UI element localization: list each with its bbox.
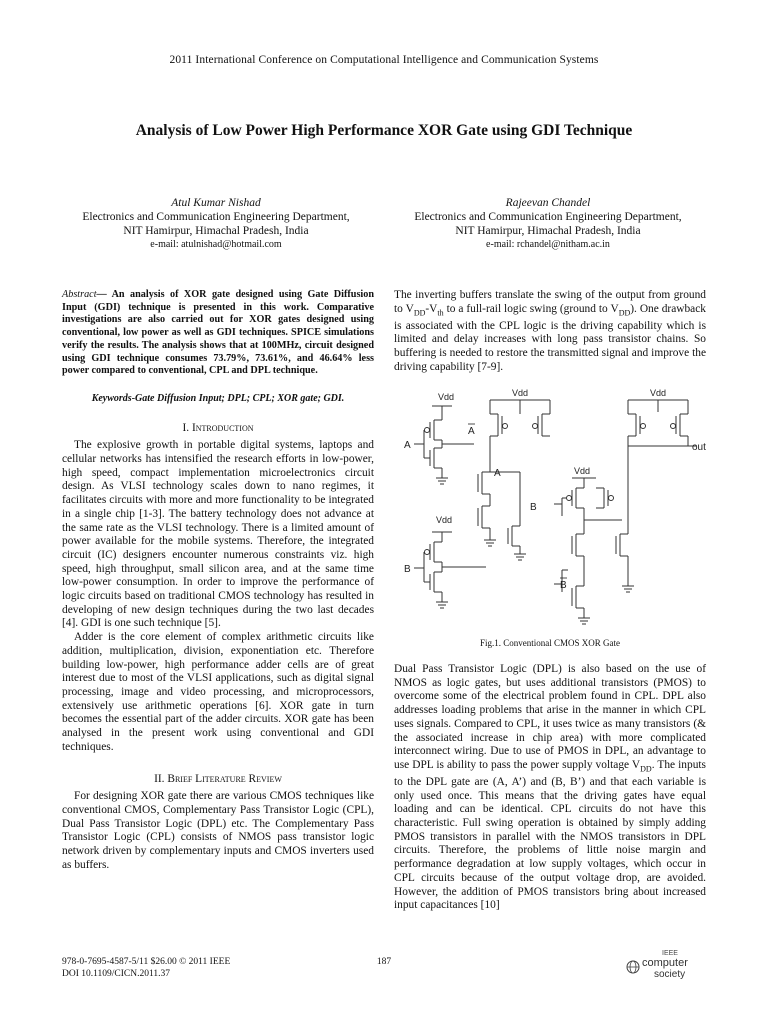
vdd-label: Vdd <box>650 388 667 398</box>
vdd-label: Vdd <box>438 392 455 402</box>
input-a-label: A <box>404 440 411 451</box>
section-1-title: I. Introduction <box>182 421 254 434</box>
paragraph: For designing XOR gate there are various CMOS techniques like conventional CMOS, Complementary Pass Transistor Logic (CPL), Dual Pass Transistor Logic (DPL) etc. The Complementary Pass Transistor Logic (CPL) consists of NMOS pass transistor logic network driven by complementary inputs and CMOS inverters used as buffers. <box>62 790 374 871</box>
input-b-bar-label: B <box>560 580 567 591</box>
abstract <box>62 289 374 378</box>
page-number: 187 <box>376 957 392 967</box>
author-email: e-mail: atulnishad@hotmail.com <box>150 239 282 250</box>
left-column <box>62 289 374 872</box>
footer-left <box>62 956 230 980</box>
section-2-title: II. Brief Literature Review <box>154 772 282 785</box>
right-column-lower <box>394 663 706 913</box>
output-label: out <box>692 442 706 453</box>
input-a-bar-label: A <box>468 426 475 437</box>
abstract-text: — An analysis of XOR gate designed using Gate Diffusion Input (GDI) technique is presented in this work. Comparative investigations are also carried out for XOR gates designed using conventional, low power as well as GDI techniques. SPICE simulations verify the results. The analysis shows that at 100MHz, circuit designed using GDI technique consumes 73.79%, 73.61%, and 46.64% less power compared to conventional, CPL and DPL technique. <box>62 289 374 377</box>
author-2 <box>398 196 698 252</box>
author-inst: NIT Hamirpur, Himachal Pradesh, India <box>455 225 641 237</box>
paragraph: Dual Pass Transistor Logic (DPL) is also based on the use of NMOS as logic gates, but uses additional transistors (PMOS) to overcome some of the electrical problem found in CPL. DPL also addresses loading problems that arise in the manner in which CPL uses signals. Compared to CPL, it uses twice as many transistors (& the associated increase in chip area) with more complicated interconnect wiring. Due to use of PMOS in DPL, an advantage to use DPL is ability to pass the power supply voltage $V_{DD}$. The inputs to the DPL gate are (A, A’) and (B, B’) and that each variable is only used once. This means that the driving gates have equal loading and can be identical. CPL circuits do not have this characteristic. Full swing operation is obtained by simply adding PMOS transistors in parallel with the NMOS transistors in DPL circuits. Therefore, the problems of little noise margin and performance degradation at low supply voltages, which occur in CPL circuits because of the output voltage drop, are avoided. However, the addition of PMOS transistors bring about increased input capacitances [10] <box>394 663 706 912</box>
paragraph: The explosive growth in portable digital systems, laptops and cellular networks has intensified the research efforts in low-power, high speed, compact implementation microelectronics circuit design. As VLSI technology scales down to nano regimes, it facilitates circuits with more and more functionality to be integrated in a single chip [1-3]. The battery technology does not advance at the same rate as the VLSI technology. There is a limited amount of power available for the mobile systems. Therefore, the integrated circuit (IC) designers encounter numerous constraints viz. high speed, high throughput, small silicon area, and at the same time low-power consumption. In order to improve the performance of logic circuits based on traditional CMOS technology has resulted in developing of new design techniques during the two last decades [4]. GDI is one such technique [5]. <box>62 439 374 630</box>
author-dept: Electronics and Communication Engineering Department, <box>414 211 682 223</box>
right-column <box>394 289 706 375</box>
input-a-label: A <box>494 468 501 479</box>
ieee-cs-logo <box>626 950 708 984</box>
abstract-label: Abstract <box>62 289 97 300</box>
logo-computer-text: computer <box>642 957 688 969</box>
author-email: e-mail: rchandel@nitham.ac.in <box>486 239 610 250</box>
paragraph: Adder is the core element of complex arithmetic circuits like addition, multiplication, division, exponentiation etc. Therefore building low-power, high performance adder cells are of great interest due to most of the VLSI applications, such as digital signal processing, image and video processing, and microprocessors, extensively use arithmetic operations [6]. XOR gate in turn becomes the essential part of the adder circuits. XOR gate has been analysed in the present work using conventional and GDI techniques. <box>62 631 374 753</box>
logo-society-text: society <box>654 969 686 980</box>
overbar-marks <box>468 424 567 578</box>
author-dept: Electronics and Communication Engineering Department, <box>82 211 350 223</box>
author-name: Atul Kumar Nishad <box>171 197 261 209</box>
keywords: Keywords-Gate Diffusion Input; DPL; CPL; XOR gate; GDI. <box>91 392 345 404</box>
doi-line: DOI 10.1109/CICN.2011.37 <box>62 969 171 979</box>
figure-caption: Fig.1. Conventional CMOS XOR Gate <box>479 638 620 648</box>
vdd-label: Vdd <box>574 466 591 476</box>
input-b-label: B <box>530 502 537 513</box>
globe-icon <box>626 960 640 974</box>
author-1 <box>66 196 366 252</box>
logo-ieee-text: IEEE <box>662 950 678 957</box>
author-name: Rajeevan Chandel <box>505 197 591 209</box>
conference-header: 2011 International Conference on Computational Intelligence and Communication Systems <box>169 54 599 66</box>
author-inst: NIT Hamirpur, Himachal Pradesh, India <box>123 225 309 237</box>
xor-circuit-figure <box>396 386 716 632</box>
paper-title: Analysis of Low Power High Performance XOR Gate using GDI Technique <box>135 122 633 139</box>
paragraph: The inverting buffers translate the swing of the output from ground to $V_{DD}-V_{th}$ to a full-rail logic swing (ground to $V_{DD}$). One drawback is associated with the CPL logic is the driving capability which is limited and delay increases with long pass transistor chains. So buffering is needed to restore the transmitted signal and improve the driving capability [7-9]. <box>394 289 706 373</box>
input-b-label: B <box>404 564 411 575</box>
isbn-line: 978-0-7695-4587-5/11 $26.00 © 2011 IEEE <box>62 957 231 967</box>
vdd-label: Vdd <box>436 515 453 525</box>
vdd-label: Vdd <box>512 388 529 398</box>
